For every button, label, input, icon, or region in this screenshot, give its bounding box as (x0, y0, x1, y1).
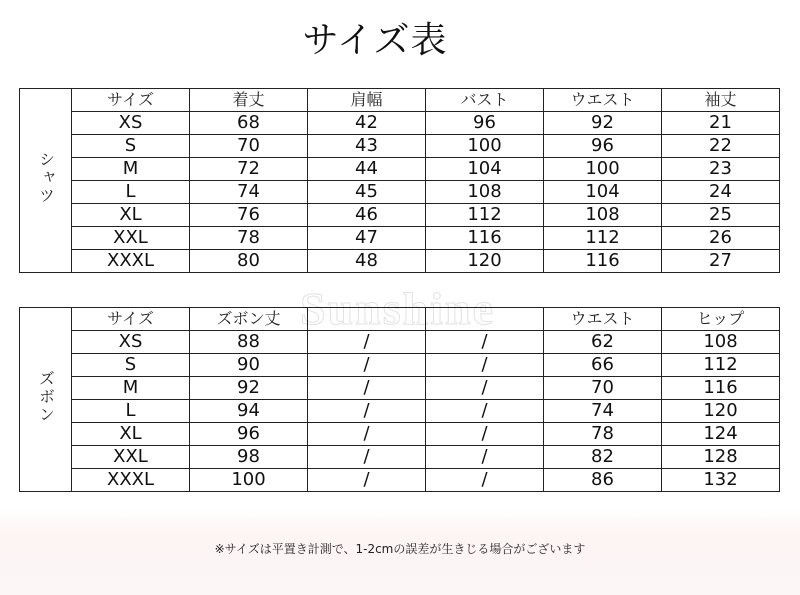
table-cell: XS (72, 112, 190, 135)
table-header-row (20, 308, 780, 331)
table-cell: XL (72, 204, 190, 227)
header-cell: 着丈 (190, 89, 308, 112)
table-cell: 96 (544, 135, 662, 158)
table-cell: / (426, 377, 544, 400)
table-row (20, 204, 780, 227)
table-row (20, 446, 780, 469)
table-cell: 76 (190, 204, 308, 227)
shirt-size-table (19, 88, 780, 273)
table-cell: 128 (662, 446, 780, 469)
table-cell: 116 (426, 227, 544, 250)
table-cell: 26 (662, 227, 780, 250)
table-cell: 74 (190, 181, 308, 204)
table-cell: 27 (662, 250, 780, 273)
category-label-pants: ズボン (20, 308, 72, 492)
table-cell: 108 (544, 204, 662, 227)
header-cell: サイズ (72, 308, 190, 331)
table-cell: / (308, 446, 426, 469)
measurement-note: ※サイズは平置き計測で、1-2cmの誤差が生きじる場合がございます (214, 542, 586, 556)
table-cell: 48 (308, 250, 426, 273)
table-cell: M (72, 377, 190, 400)
table-cell: 98 (190, 446, 308, 469)
table-cell: L (72, 400, 190, 423)
table-cell: 100 (426, 135, 544, 158)
table-cell: 104 (426, 158, 544, 181)
table-cell: 112 (426, 204, 544, 227)
table-cell: 132 (662, 469, 780, 492)
table-cell: 72 (190, 158, 308, 181)
watermark: Sunshine (300, 283, 496, 334)
table-row (20, 112, 780, 135)
table-cell: 74 (544, 400, 662, 423)
header-cell: ヒップ (662, 308, 780, 331)
table-cell: / (308, 400, 426, 423)
table-row (20, 400, 780, 423)
table-cell: 43 (308, 135, 426, 158)
table-cell: 80 (190, 250, 308, 273)
table-cell: 70 (544, 377, 662, 400)
table-row (20, 354, 780, 377)
table-cell: / (426, 331, 544, 354)
table-row (20, 227, 780, 250)
table-cell: 116 (662, 377, 780, 400)
table-cell: XS (72, 331, 190, 354)
table-cell: XXXL (72, 469, 190, 492)
header-cell: ズボン丈 (190, 308, 308, 331)
table-cell: 94 (190, 400, 308, 423)
pants-size-table (19, 307, 780, 492)
table-cell: 100 (190, 469, 308, 492)
table-cell: / (308, 377, 426, 400)
table-row (20, 377, 780, 400)
table-cell: 120 (662, 400, 780, 423)
header-cell: ウエスト (544, 89, 662, 112)
table-cell: XXL (72, 227, 190, 250)
table-cell: / (308, 423, 426, 446)
table-cell: 42 (308, 112, 426, 135)
header-cell: バスト (426, 89, 544, 112)
header-cell: ウエスト (544, 308, 662, 331)
table-cell: 24 (662, 181, 780, 204)
table-cell: 112 (662, 354, 780, 377)
table-cell: L (72, 181, 190, 204)
table-cell: 78 (190, 227, 308, 250)
table-row (20, 158, 780, 181)
table-cell: 23 (662, 158, 780, 181)
table-cell: 112 (544, 227, 662, 250)
table-cell: S (72, 354, 190, 377)
table-cell: 45 (308, 181, 426, 204)
table-cell: XXL (72, 446, 190, 469)
table-cell: / (308, 469, 426, 492)
table-cell: 92 (544, 112, 662, 135)
table-cell: / (426, 446, 544, 469)
table-cell: 82 (544, 446, 662, 469)
table-cell: XL (72, 423, 190, 446)
table-cell: 25 (662, 204, 780, 227)
header-cell (426, 308, 544, 331)
table-cell: 90 (190, 354, 308, 377)
table-cell: / (308, 331, 426, 354)
header-cell: サイズ (72, 89, 190, 112)
header-cell: 肩幅 (308, 89, 426, 112)
table-row (20, 469, 780, 492)
table-cell: 46 (308, 204, 426, 227)
category-label-shirt: シャツ (20, 89, 72, 273)
table-cell: 78 (544, 423, 662, 446)
table-cell: / (426, 469, 544, 492)
table-cell: 66 (544, 354, 662, 377)
table-cell: 108 (426, 181, 544, 204)
table-cell: 120 (426, 250, 544, 273)
table-row (20, 181, 780, 204)
table-cell: 62 (544, 331, 662, 354)
table-cell: 116 (544, 250, 662, 273)
table-cell: 88 (190, 331, 308, 354)
table-row (20, 250, 780, 273)
table-cell: XXXL (72, 250, 190, 273)
table-cell: 70 (190, 135, 308, 158)
table-cell: / (308, 354, 426, 377)
table-cell: 92 (190, 377, 308, 400)
table-cell: S (72, 135, 190, 158)
page-title: サイズ表 (302, 20, 448, 61)
table-cell: 104 (544, 181, 662, 204)
table-cell: 96 (190, 423, 308, 446)
table-cell: / (426, 400, 544, 423)
table-cell: 86 (544, 469, 662, 492)
table-cell: 96 (426, 112, 544, 135)
table-cell: 21 (662, 112, 780, 135)
table-row (20, 331, 780, 354)
header-cell (308, 308, 426, 331)
table-cell: / (426, 423, 544, 446)
table-cell: / (426, 354, 544, 377)
header-cell: 袖丈 (662, 89, 780, 112)
table-row (20, 135, 780, 158)
table-cell: 47 (308, 227, 426, 250)
table-cell: 44 (308, 158, 426, 181)
table-row (20, 423, 780, 446)
table-cell: 108 (662, 331, 780, 354)
table-cell: 68 (190, 112, 308, 135)
table-cell: M (72, 158, 190, 181)
table-cell: 100 (544, 158, 662, 181)
table-cell: 22 (662, 135, 780, 158)
table-cell: 124 (662, 423, 780, 446)
table-header-row (20, 89, 780, 112)
